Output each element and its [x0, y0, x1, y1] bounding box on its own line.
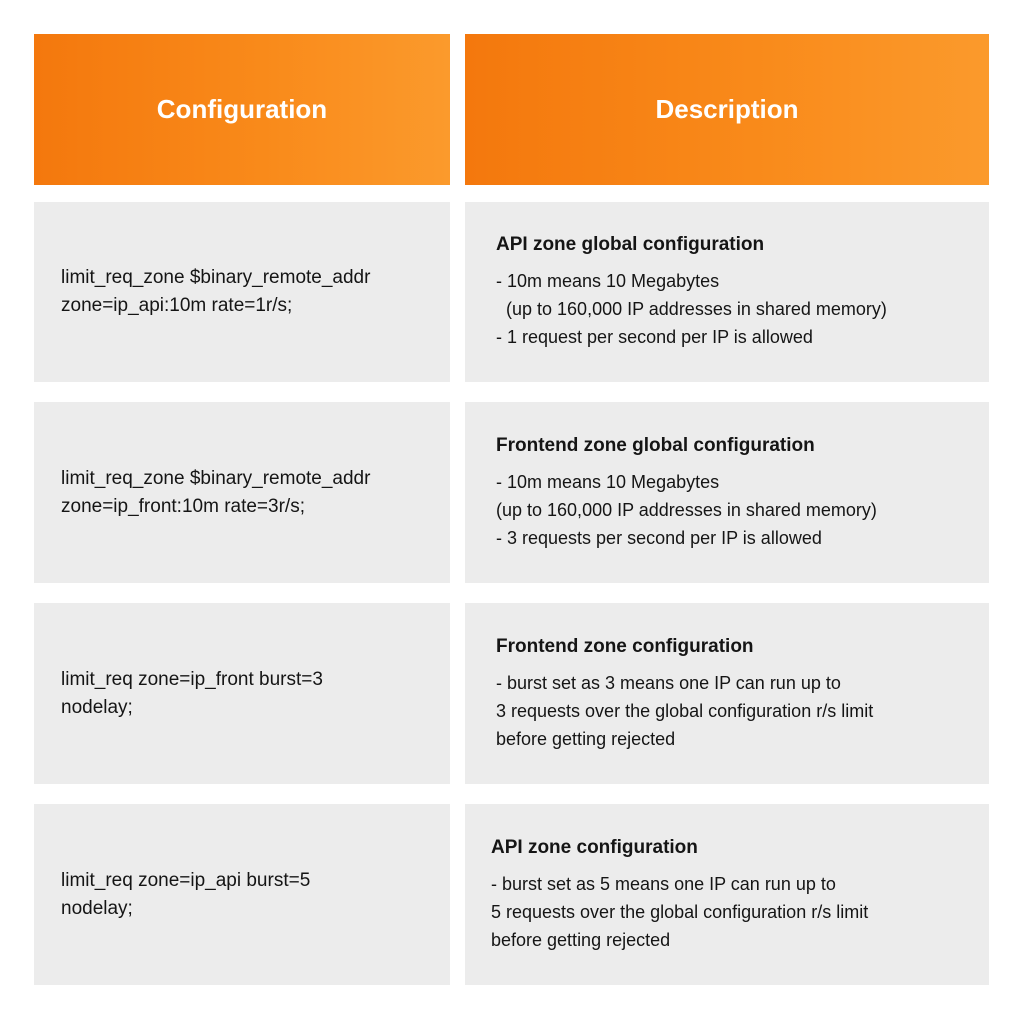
- config-line: zone=ip_front:10m rate=3r/s;: [61, 495, 305, 517]
- description-title: API zone global configuration: [496, 234, 765, 255]
- description-line: - 10m means 10 Megabytes: [496, 471, 720, 492]
- description-cell-api-zone-global: [465, 202, 989, 382]
- header-description: [465, 34, 989, 185]
- config-line: zone=ip_api:10m rate=1r/s;: [61, 295, 293, 316]
- header-configuration: [34, 34, 450, 185]
- config-line: nodelay;: [61, 897, 133, 919]
- config-cell-frontend-zone: [34, 603, 450, 784]
- header-configuration-label: Configuration: [156, 94, 328, 124]
- description-line: (up to 160,000 IP addresses in shared memory): [496, 499, 877, 520]
- description-cell-frontend-zone: [465, 603, 989, 784]
- description-line: before getting rejected: [496, 728, 676, 749]
- header-description-label: Description: [655, 94, 799, 124]
- description-line: - 10m means 10 Megabytes: [496, 271, 720, 291]
- description-title: Frontend zone global configuration: [496, 434, 815, 456]
- description-title: API zone configuration: [491, 836, 698, 858]
- description-cell-frontend-zone-global: [465, 402, 989, 583]
- description-line: - 1 request per second per IP is allowed: [496, 327, 813, 347]
- description-line: 5 requests over the global configuration r/s limit: [491, 901, 869, 922]
- config-cell-frontend-zone-global: [34, 402, 450, 583]
- config-cell-api-zone: [34, 804, 450, 985]
- description-title: Frontend zone configuration: [496, 635, 754, 657]
- config-cell-api-zone-global: [34, 202, 450, 382]
- description-line: before getting rejected: [491, 929, 671, 950]
- description-line: - 3 requests per second per IP is allowed: [496, 527, 822, 548]
- config-line: limit_req zone=ip_front burst=3: [61, 668, 323, 690]
- config-line: nodelay;: [61, 696, 133, 718]
- description-line: (up to 160,000 IP addresses in shared memory): [496, 299, 887, 319]
- config-line: limit_req_zone $binary_remote_addr: [61, 267, 371, 288]
- config-line: limit_req_zone $binary_remote_addr: [61, 467, 371, 489]
- description-cell-api-zone: [465, 804, 989, 985]
- config-line: limit_req zone=ip_api burst=5: [61, 869, 311, 891]
- description-line: - burst set as 5 means one IP can run up to: [491, 873, 836, 894]
- description-line: 3 requests over the global configuration r/s limit: [496, 700, 874, 721]
- description-line: - burst set as 3 means one IP can run up to: [496, 672, 841, 693]
